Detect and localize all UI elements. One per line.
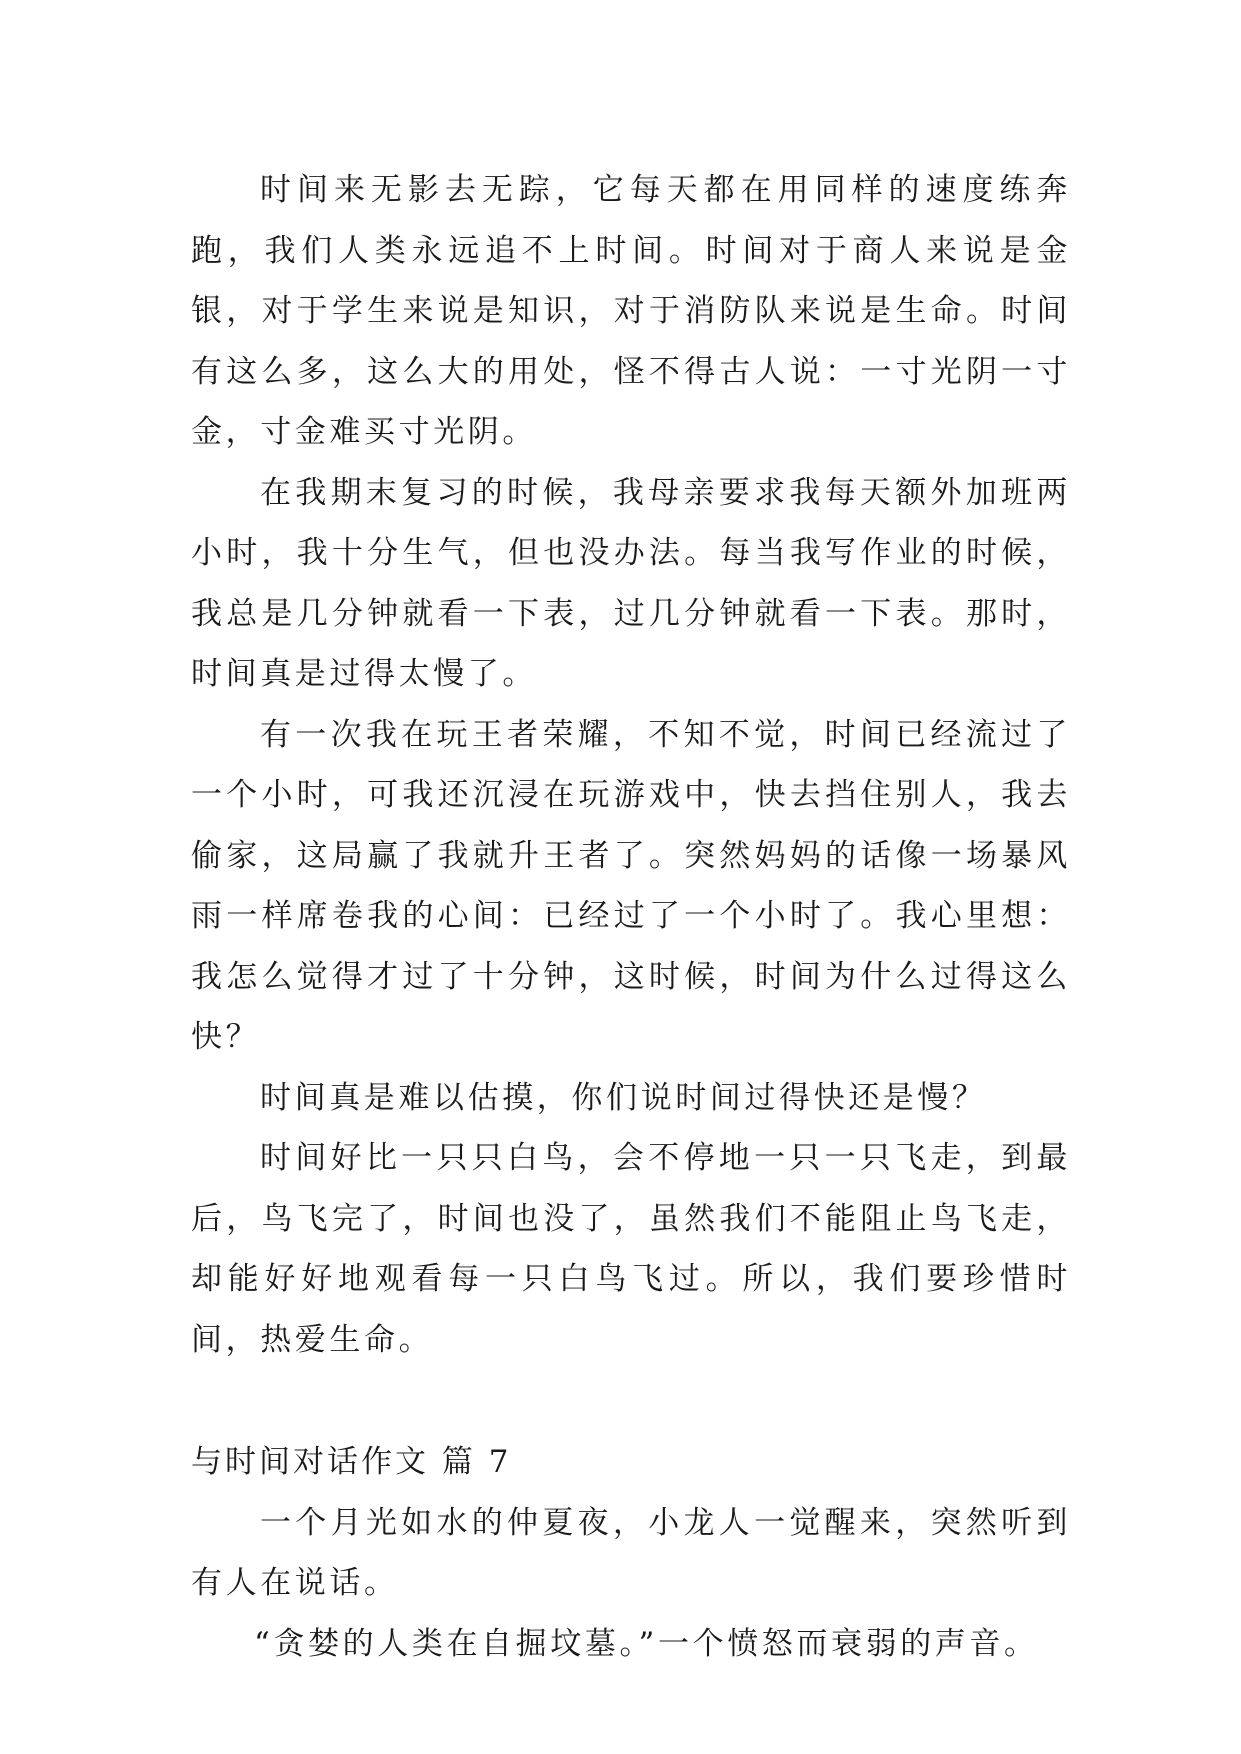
document-body — [191, 160, 1071, 1674]
paragraph-summer-night: 一个月光如水的仲夏夜，小龙人一觉醒来，突然听到有人在说话。 — [191, 1504, 1071, 1601]
paragraph-time-question: 时间真是难以估摸，你们说时间过得快还是慢？ — [260, 1079, 987, 1116]
paragraph-angry-voice: “贪婪的人类在自掘坟墓。”一个愤怒而衰弱的声音。 — [254, 1625, 1039, 1662]
paragraph-game-time: 有一次我在玩王者荣耀，不知不觉，时间已经流过了一个小时，可我还沉浸在玩游戏中，快去挡住别人，我去偷家，这局赢了我就升王者了。突然妈妈的话像一场暴风雨一样席卷我的心间：已经过了一个小时了。我心里想：我怎么觉得才过了十分钟，这时候，时间为什么过得这么快？ — [191, 716, 1071, 1055]
paragraph-exam-review: 在我期末复习的时候，我母亲要求我每天额外加班两小时，我十分生气，但也没办法。每当我写作业的时候，我总是几分钟就看一下表，过几分钟就看一下表。那时，时间真是过得太慢了。 — [191, 474, 1071, 692]
section-heading: 与时间对话作文 篇 7 — [191, 1444, 512, 1480]
paragraph-time-value: 时间来无影去无踪，它每天都在用同样的速度练奔跑，我们人类永远追不上时间。时间对于商人来说是金银，对于学生来说是知识，对于消防队来说是生命。时间有这么多，这么大的用处，怪不得古人说：一寸光阴一寸金，寸金难买寸光阴。 — [191, 172, 1071, 450]
paragraph-white-birds: 时间好比一只只白鸟，会不停地一只一只飞走，到最后，鸟飞完了，时间也没了，虽然我们不能阻止鸟飞走，却能好好地观看每一只白鸟飞过。所以，我们要珍惜时间，热爱生命。 — [191, 1140, 1071, 1358]
